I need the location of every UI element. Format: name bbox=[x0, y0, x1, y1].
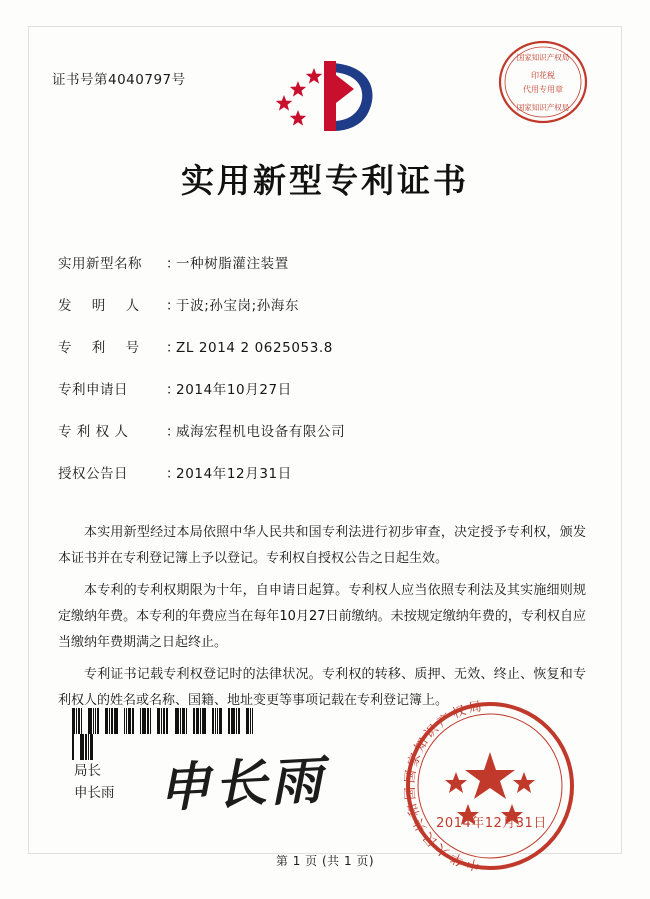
svg-text:中华人民共和国国家知识产权局: 中华人民共和国国家知识产权局 bbox=[404, 700, 486, 872]
field-separator: ： bbox=[166, 424, 180, 440]
field-value: ZL 2014 2 0625053.8 bbox=[176, 340, 333, 356]
certificate-number: 证书号第4040797号 bbox=[52, 72, 186, 88]
svg-text:国家知识产权局: 国家知识产权局 bbox=[516, 53, 570, 62]
field-value: 威海宏程机电设备有限公司 bbox=[176, 424, 346, 440]
field-value: 一种树脂灌注装置 bbox=[176, 256, 289, 272]
field-row-patentee bbox=[58, 420, 592, 440]
body-text bbox=[58, 520, 586, 720]
signature-name: 申长雨 bbox=[74, 785, 115, 801]
paragraph-3: 专利证书记载专利权登记时的法律状况。专利权的转移、质押、无效、终止、恢复和专利权人的姓名或名称、国籍、地址变更等事项记载在专利登记簿上。 bbox=[58, 667, 586, 708]
field-separator: ： bbox=[166, 256, 180, 272]
field-row-patent-number bbox=[58, 336, 592, 356]
barcode bbox=[72, 708, 254, 734]
field-label: 专利申请日 bbox=[58, 382, 128, 398]
svg-text:印花税: 印花税 bbox=[531, 71, 555, 80]
field-row-inventors bbox=[58, 294, 592, 314]
field-list bbox=[58, 252, 592, 504]
field-label: 授权公告日 bbox=[58, 466, 128, 482]
field-label: 实用新型名称 bbox=[58, 256, 142, 272]
signature-role: 局长 bbox=[74, 763, 101, 779]
paragraph-1: 本实用新型经过本局依照中华人民共和国专利法进行初步审查，决定授予专利权，颁发本证书并在专利登记簿上予以登记。专利权自授权公告之日起生效。 bbox=[58, 525, 586, 566]
field-label: 发 明 人 bbox=[58, 298, 148, 314]
field-separator: ： bbox=[166, 340, 180, 356]
handwritten-signature: 申长雨 bbox=[156, 749, 328, 820]
paragraph-2: 本专利的专利权期限为十年，自申请日起算。专利权人应当依照专利法及其实施细则规定缴纳年费。本专利的年费应当在每年10月27日前缴纳。未按规定缴纳年费的，专利权自应当缴纳年费期满之日起终止。 bbox=[58, 583, 586, 650]
official-round-seal bbox=[404, 700, 576, 872]
field-row-application-date bbox=[58, 378, 592, 398]
field-label: 专 利 号 bbox=[58, 340, 148, 356]
seal-date: 2014年12月31日 bbox=[436, 816, 547, 831]
signature-block bbox=[74, 760, 115, 804]
field-separator: ： bbox=[166, 382, 180, 398]
svg-text:国家知识产权局: 国家知识产权局 bbox=[516, 103, 570, 112]
field-value: 2014年10月27日 bbox=[176, 382, 292, 398]
field-separator: ： bbox=[166, 298, 180, 314]
page-footer: 第 1 页 (共 1 页) bbox=[275, 854, 375, 868]
field-value: 于波;孙宝岗;孙海东 bbox=[176, 298, 300, 314]
stamp-duty-seal bbox=[497, 36, 589, 128]
field-separator: ： bbox=[166, 466, 180, 482]
svg-text:代用专用章: 代用专用章 bbox=[523, 85, 563, 94]
field-label: 专 利 权 人 bbox=[58, 424, 129, 440]
field-row-grant-announcement-date bbox=[58, 462, 592, 482]
page-title: 实用新型专利证书 bbox=[181, 161, 469, 200]
field-row-utility-model-name bbox=[58, 252, 592, 272]
cnipa-emblem-icon bbox=[272, 55, 382, 135]
field-value: 2014年12月31日 bbox=[176, 466, 292, 482]
